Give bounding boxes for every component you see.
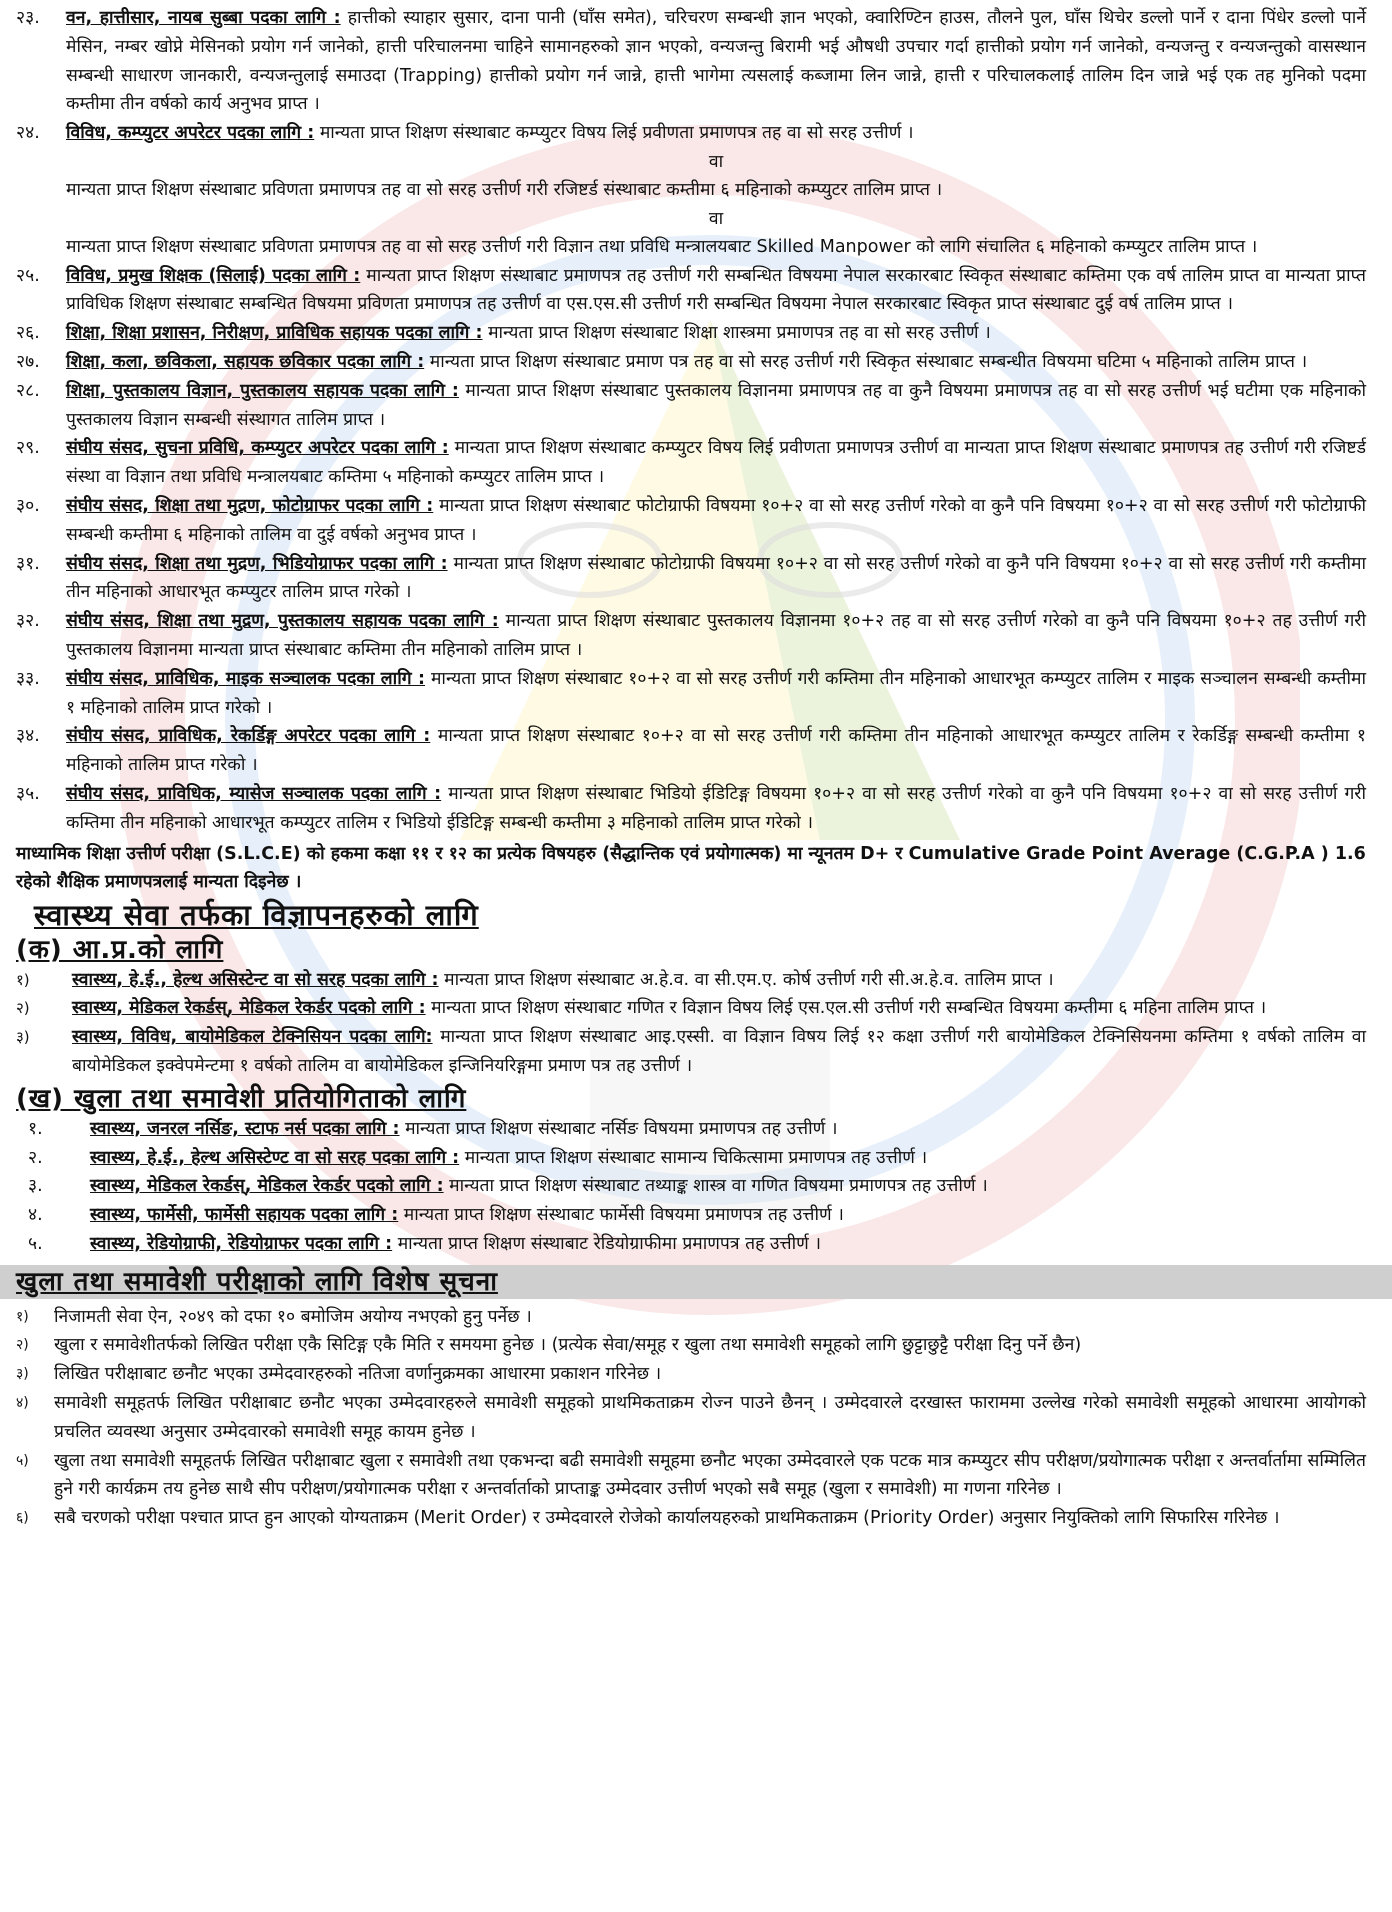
item-text (66, 319, 1366, 348)
item-title: संघीय संसद, शिक्षा तथा मुद्रण, पुस्तकालय सहायक पदका लागि : (66, 611, 499, 632)
notice-heading: खुला तथा समावेशी परीक्षाको लागि विशेष सूचना (0, 1265, 1392, 1299)
item-number: ४. (28, 1205, 43, 1226)
item-body: मान्यता प्राप्त शिक्षण संस्थाबाट कम्प्युटर विषय लिई प्रवीणता प्रमाणपत्र उत्तीर्ण वा मान्यता प्राप्त शिक्षण संस्थाबाट प्रमाणपत्र तह उत्तीर्ण गरी रजिष्टर्ड संस्था वा विज्ञान तथा प्रविधि मन्त्रालयबाट कम्तिमा ५ महिनाको कम्प्युटर तालिम प्राप्त । (66, 438, 1366, 488)
list-item (16, 1331, 1366, 1360)
item-text (54, 1504, 1366, 1533)
list-item (16, 966, 1366, 995)
item-text (66, 262, 1366, 320)
item-number: २४. (16, 123, 40, 144)
item-body: मान्यता प्राप्त शिक्षण संस्थाबाट फोटोग्राफी विषयमा १०+२ वा सो सरह उत्तीर्ण गरेको वा कुनै पनि विषयमा १०+२ वा सो सरह उत्तीर्ण गरी कम्तीमा तीन महिनाको आधारभूत कम्प्युटर तालिम प्राप्त गरेको । (66, 553, 1366, 603)
list-item (16, 4, 1366, 119)
list-item (16, 434, 1366, 492)
qualification-list (16, 262, 1366, 838)
item-title: स्वास्थ्य, विविध, बायोमेडिकल टेक्निसियन पदका लागि: (72, 1027, 433, 1048)
item-body: मान्यता प्राप्त शिक्षण संस्थाबाट पुस्तकालय विज्ञानमा १०+२ तह वा सो सरह उत्तीर्ण गरेको वा कुनै पनि विषयमा १०+२ तह उत्तीर्ण गरी पुस्तकालय विज्ञानमा मान्यता प्राप्त संस्थाबाट कम्तिमा तीन महिनाको तालिम प्राप्त । (66, 611, 1366, 660)
item-body: मान्यता प्राप्त शिक्षण संस्थाबाट १०+२ वा सो सरह उत्तीर्ण गरी कम्तिमा तीन महिनाको आधारभूत कम्प्युटर तालिम र रेकर्डिङ्ग सम्बन्धी कम्तीमा १ महिनाको तालिम प्राप्त गरेको । (66, 726, 1366, 776)
alternative-text: मान्यता प्राप्त शिक्षण संस्थाबाट प्रविणता प्रमाणपत्र तह वा सो सरह उत्तीर्ण गरी विज्ञान तथा प्रविधि मन्त्रालयबाट Skilled Manpower को लागि संचालित ६ महिनाको कम्प्युटर तालिम प्राप्त । (66, 236, 1258, 257)
item-number: ४) (16, 1395, 29, 1412)
item-text (90, 1201, 1366, 1230)
item-body: मान्यता प्राप्त शिक्षण संस्थाबाट भिडियो ईडिटिङ्ग विषयमा १०+२ वा सो सरह उत्तीर्ण गरेको वा कुनै पनि विषयमा १०+२ वा सो सरह उत्तीर्ण गरी कम्तिमा तीन महिनाको आधारभूत कम्प्युटर तालिम र भिडियो ईडिटिङ्ग सम्बन्धी कम्तीमा ३ महिनाको तालिम प्राप्त गरेको । (66, 783, 1366, 833)
list-item (16, 1389, 1366, 1447)
item-title: स्वास्थ्य, रेडियोग्राफी, रेडियोग्राफर पदका लागि : (90, 1233, 393, 1254)
item-title: स्वास्थ्य, हे.ई., हेल्थ असिस्टेण्ट वा सो सरह पदका लागि : (90, 1147, 460, 1168)
item-number: १. (28, 1118, 43, 1139)
item-number: २६. (16, 323, 40, 344)
list-item (16, 1023, 1366, 1081)
item-title: विविध, प्रमुख शिक्षक (सिलाई) पदका लागि : (66, 265, 361, 286)
list-item (16, 780, 1366, 838)
kha-heading: (ख) खुला तथा समावेशी प्रतियोगिताको लागि (16, 1083, 467, 1114)
item-title: स्वास्थ्य, जनरल नर्सिङ, स्टाफ नर्स पदका लागि : (90, 1118, 400, 1139)
item-number: ३०. (16, 495, 40, 516)
item-number: २) (16, 1337, 29, 1354)
item-number: ३३. (16, 668, 40, 689)
item-body: मान्यता प्राप्त शिक्षण संस्थाबाट नर्सिङ विषयमा प्रमाणपत्र तह उत्तीर्ण । (399, 1118, 838, 1139)
item-title: स्वास्थ्य, मेडिकल रेकर्डस्, मेडिकल रेकर्डर पदको लागि : (72, 998, 426, 1019)
item-body: मान्यता प्राप्त शिक्षण संस्थाबाट शिक्षा शास्त्रमा प्रमाणपत्र तह वा सो सरह उत्तीर्ण । (482, 323, 991, 344)
item-text (66, 348, 1366, 377)
item-text (72, 994, 1366, 1023)
item-text (72, 1023, 1366, 1081)
kha-list (16, 1115, 1366, 1259)
item-title: शिक्षा, शिक्षा प्रशासन, निरीक्षण, प्राविधिक सहायक पदका लागि : (66, 323, 483, 344)
list-item (16, 550, 1366, 608)
list-item (16, 1504, 1366, 1533)
alternative-text: मान्यता प्राप्त शिक्षण संस्थाबाट प्रविणता प्रमाणपत्र तह वा सो सरह उत्तीर्ण गरी रजिष्टर्ड संस्थाबाट कम्तीमा ६ महिनाको कम्प्युटर तालिम प्राप्त । (66, 179, 943, 200)
item-number: ६) (16, 1510, 29, 1527)
item-text (66, 665, 1366, 723)
item-text (66, 550, 1366, 608)
item-title: संघीय संसद, प्राविधिक, माइक सञ्चालक पदका लागि : (66, 668, 426, 689)
item-body: मान्यता प्राप्त शिक्षण संस्थाबाट अ.हे.व. वा सी.एम.ए. कोर्ष उत्तीर्ण गरी सी.अ.हे.व. तालिम प्राप्त । (438, 969, 1054, 990)
item-text (54, 1303, 1366, 1332)
item-text (66, 4, 1366, 119)
list-item (16, 319, 1366, 348)
item-body: खुला तथा समावेशी समूहतर्फ लिखित परीक्षाबाट खुला र समावेशी तथा एकभन्दा बढी समावेशी समूहमा छनौट भएका उम्मेदवारले एक पटक मात्र कम्प्युटर सीप परीक्षण/प्रयोगात्मक परीक्षा र अन्तर्वार्तामा सम्मिलित हुने गरी कार्यक्रम तय हुनेछ साथै सीप परीक्षण/प्रयोगात्मक परीक्षा र अन्तर्वार्ताको प्राप्ताङ्क उम्मेदवार उत्तीर्ण भएको सबै समूह (खुला र समावेशी) मा गणना गरिनेछ । (54, 1450, 1366, 1500)
item-text (66, 434, 1366, 492)
list-item (16, 1172, 1366, 1201)
item-text (90, 1230, 1366, 1259)
notice-list (16, 1303, 1366, 1533)
item-title: स्वास्थ्य, फार्मेसी, फार्मेसी सहायक पदका लागि : (90, 1205, 399, 1226)
list-item (16, 119, 1366, 148)
item-text (66, 377, 1366, 435)
item-text (54, 1360, 1366, 1389)
list-item (16, 607, 1366, 665)
item-body: खुला र समावेशीतर्फको लिखित परीक्षा एकै सिटिङ्ग एकै मिति र समयमा हुनेछ । (प्रत्येक सेवा/समूह र खुला तथा समावेशी समूहको लागि छुट्टाछुट्टै परीक्षा दिनु पर्ने छैन) (54, 1335, 1082, 1356)
item-title: शिक्षा, पुस्तकालय विज्ञान, पुस्तकालय सहायक पदका लागि : (66, 380, 459, 401)
item-text (90, 1115, 1366, 1144)
item-title: स्वास्थ्य, हे.ई., हेल्थ असिस्टेन्ट वा सो सरह पदका लागि : (72, 969, 439, 990)
item-number: १) (16, 1308, 29, 1325)
item-title: संघीय संसद, शिक्षा तथा मुद्रण, भिडियोग्राफर पदका लागि : (66, 553, 448, 574)
item-text (90, 1172, 1366, 1201)
item-body: लिखित परीक्षाबाट छनौट भएका उम्मेदवारहरुको नतिजा वर्णानुक्रमका आधारमा प्रकाशन गरिनेछ । (54, 1364, 662, 1385)
item-body: समावेशी समूहतर्फ लिखित परीक्षाबाट छनौट भएका उम्मेदवारहरुले समावेशी समूहको प्राथमिकताक्रम रोज्न पाउने छैनन् । उम्मेदवारले दरखास्त फाराममा उल्लेख गरेको समावेशी समूहको आधारमा आयोगको प्रचलित व्यवस्था अनुसार उम्मेदवारको समावेशी समूह कायम हुनेछ । (54, 1393, 1366, 1442)
list-item (16, 262, 1366, 320)
item-body: मान्यता प्राप्त शिक्षण संस्थाबाट गणित र विज्ञान विषय लिई एस.एल.सी उत्तीर्ण गरी सम्बन्धित विषयमा कम्तीमा ६ महिना तालिम प्राप्त । (425, 998, 1267, 1019)
item-body: मान्यता प्राप्त शिक्षण संस्थाबाट तथ्याङ्क शास्त्र वा गणित विषयमा प्रमाणपत्र तह उत्तीर्ण । (443, 1176, 988, 1197)
item-number: २) (16, 999, 30, 1018)
item-body: निजामती सेवा ऐन, २०४९ को दफा १० बमोजिम अयोग्य नभएको हुनु पर्नेछ । (54, 1306, 532, 1327)
item-number: १) (16, 970, 30, 989)
item-body: मान्यता प्राप्त शिक्षण संस्थाबाट फार्मेसी विषयमा प्रमाणपत्र तह उत्तीर्ण । (398, 1205, 844, 1226)
list-item (16, 665, 1366, 723)
list-item (16, 1230, 1366, 1259)
item-body: मान्यता प्राप्त शिक्षण संस्थाबाट सामान्य चिकित्सामा प्रमाणपत्र तह उत्तीर्ण । (459, 1147, 928, 1168)
item-title: विविध, कम्प्युटर अपरेटर पदका लागि : (66, 123, 315, 144)
list-item (16, 1144, 1366, 1173)
list-item (16, 722, 1366, 780)
item-text (66, 607, 1366, 665)
health-heading: स्वास्थ्य सेवा तर्फका विज्ञापनहरुको लागि (34, 897, 479, 932)
item-title: संघीय संसद, सुचना प्रविधि, कम्प्युटर अपरेटर पदका लागि : (66, 438, 449, 459)
list-item (16, 1115, 1366, 1144)
item-text (72, 966, 1366, 995)
list-item (16, 1201, 1366, 1230)
ka-list (16, 966, 1366, 1081)
item-title: संघीय संसद, शिक्षा तथा मुद्रण, फोटोग्राफर पदका लागि : (66, 495, 434, 516)
list-item (16, 492, 1366, 550)
item-body: मान्यता प्राप्त शिक्षण संस्थाबाट फोटोग्राफी विषयमा १०+२ वा सो सरह उत्तीर्ण गरेको वा कुनै पनि विषयमा १०+२ वा सो सरह उत्तीर्ण गरी फोटोग्राफी सम्बन्धी कम्तीमा ६ महिनाको तालिम वा दुई वर्षको अनुभव प्राप्त । (66, 495, 1366, 545)
item-number: ३) (16, 1366, 29, 1383)
item-number: २. (28, 1147, 43, 1168)
item-text (54, 1447, 1366, 1505)
ka-heading: (क) आ.प्र.को लागि (16, 934, 224, 965)
item-title: संघीय संसद, प्राविधिक, म्यासेज सञ्चालक पदका लागि : (66, 783, 442, 804)
item-number: २९. (16, 438, 40, 459)
slc-note: माध्यामिक शिक्षा उत्तीर्ण परीक्षा (S.L.C.E) को हकमा कक्षा ११ र १२ का प्रत्येक विषयहरु (सैद्धान्तिक एवं प्रयोगात्मक) मा न्यूनतम D+ र Cumulative Grade Point Average (C.G.P.A ) 1.6 रहेको शैक्षिक प्रमाणपत्रलाई मान्यता दिइनेछ । (16, 843, 1366, 892)
qualification-list (16, 4, 1366, 148)
item-number: ३५. (16, 783, 40, 804)
item-text (66, 780, 1366, 838)
item-text (66, 492, 1366, 550)
item-text (90, 1144, 1366, 1173)
item-title: संघीय संसद, प्राविधिक, रेकर्डिङ्ग अपरेटर पदका लागि : (66, 726, 431, 747)
item-body: मान्यता प्राप्त शिक्षण संस्थाबाट प्रमाण पत्र तह वा सो सरह उत्तीर्ण गरी स्विकृत संस्थाबाट सम्बन्धीत विषयमा घटिमा ५ महिनाको तालिम प्राप्त । (424, 351, 1308, 372)
item-number: २३. (16, 8, 40, 28)
list-item (16, 377, 1366, 435)
item-body: मान्यता प्राप्त शिक्षण संस्थाबाट आइ.एस्सी. वा विज्ञान विषय लिई १२ कक्षा उत्तीर्ण गरी बायोमेडिकल टेक्निसियनमा कम्तिमा १ वर्षको तालिम वा बायोमेडिकल इक्वेपमेन्टमा १ वर्षको तालिम वा बायोमेडिकल इन्जिनियरिङ्गमा प्रमाण पत्र तह उत्तीर्ण । (72, 1027, 1366, 1076)
item-number: २५. (16, 265, 40, 286)
item-title: स्वास्थ्य, मेडिकल रेकर्डस्, मेडिकल रेकर्डर पदको लागि : (90, 1176, 444, 1197)
item-number: ३) (16, 1028, 30, 1047)
item-body: मान्यता प्राप्त शिक्षण संस्थाबाट प्रमाणपत्र तह उत्तीर्ण गरी सम्बन्धित विषयमा नेपाल सरकारबाट स्विकृत संस्थाबाट कम्तिमा एक वर्ष तालिम प्राप्त वा मान्यता प्राप्त प्राविधिक शिक्षण संस्थाबाट सम्बन्धित विषयमा प्रविणता प्रमाणपत्र तह उत्तीर्ण वा एस.एस.सी उत्तीर्ण गरी सम्बन्धित विषयमा नेपाल सरकारबाट स्विकृत प्राप्त संस्थाबाट दुई वर्ष तालिम प्राप्त । (66, 265, 1366, 315)
item-body: सबै चरणको परीक्षा पश्चात प्राप्त हुन आएको योग्यताक्रम (Merit Order) र उम्मेदवारले रोजेको कार्यालयहरुको प्राथमिकताक्रम (Priority Order) अनुसार नियुक्तिको लागि सिफारिस गरिनेछ । (54, 1508, 1280, 1529)
item-number: ५. (28, 1233, 43, 1254)
item-body: मान्यता प्राप्त शिक्षण संस्थाबाट कम्प्युटर विषय लिई प्रवीणता प्रमाणपत्र तह वा सो सरह उत्तीर्ण । (314, 123, 914, 144)
item-body: हात्तीको स्याहार सुसार, दाना पानी (घाँस समेत), चरिचरण सम्बन्धी ज्ञान भएको, क्वारिण्टिन हाउस, तौलने पुल, घाँस थिचेर डल्लो पार्ने र दाना पिंधेर डल्लो पार्ने मेसिन, नम्बर खोप्ने मेसिनको प्रयोग गर्न जानेको, हात्ती परिचालनमा चाहिने सामानहरुको ज्ञान भएको, वन्यजन्तु बिरामी भई औषधी उपचार गर्दा हात्तीको प्रयोग गर्न जानेको, वन्यजन्तु र वन्यजन्तुको वासस्थान सम्बन्धी साधारण जानकारी, वन्यजन्तुलाई समाउदा (Trapping) हात्तीको प्रयोग गर्न जान्ने, हात्ती भागेमा त्यसलाई कब्जामा लिन जान्ने, हात्ती र परिचालकलाई तालिम दिन जान्ने भई एक तह मुनिको पदमा कम्तीमा तीन वर्षको कार्य अनुभव प्राप्त । (66, 8, 1366, 115)
list-item (16, 1360, 1366, 1389)
item-number: ५) (16, 1452, 29, 1469)
list-item (16, 1303, 1366, 1332)
item-number: ३. (28, 1176, 43, 1197)
list-item (16, 348, 1366, 377)
item-number: ३१. (16, 553, 40, 574)
item-body: मान्यता प्राप्त शिक्षण संस्थाबाट रेडियोग्राफीमा प्रमाणपत्र तह उत्तीर्ण । (392, 1233, 821, 1254)
item-number: ३४. (16, 726, 40, 747)
or-separator: वा (708, 151, 724, 172)
item-body: मान्यता प्राप्त शिक्षण संस्थाबाट पुस्तकालय विज्ञानमा प्रमाणपत्र तह वा कुनै विषयमा प्रमाणपत्र तह वा सो सरह उत्तीर्ण भई घटीमा एक महिनाको पुस्तकालय विज्ञान सम्बन्धी संस्थागत तालिम प्राप्त । (66, 380, 1366, 430)
item-text (54, 1389, 1366, 1447)
item-number: ३२. (16, 611, 40, 632)
item-text (66, 119, 1366, 148)
or-separator: वा (708, 208, 724, 229)
item-title: वन, हात्तीसार, नायब सुब्बा पदका लागि : (66, 8, 341, 28)
list-item (16, 994, 1366, 1023)
item-body: मान्यता प्राप्त शिक्षण संस्थाबाट १०+२ वा सो सरह उत्तीर्ण गरी कम्तिमा तीन महिनाको आधारभूत कम्प्युटर तालिम र माइक सञ्चालन सम्बन्धी कम्तीमा १ महिनाको तालिम प्राप्त गरेको । (66, 668, 1366, 718)
item-text (66, 722, 1366, 780)
item-text (54, 1331, 1366, 1360)
item-number: २८. (16, 380, 40, 401)
item-number: २७. (16, 351, 40, 372)
list-item (16, 1447, 1366, 1505)
item-title: शिक्षा, कला, छविकला, सहायक छविकार पदका लागि : (66, 351, 425, 372)
